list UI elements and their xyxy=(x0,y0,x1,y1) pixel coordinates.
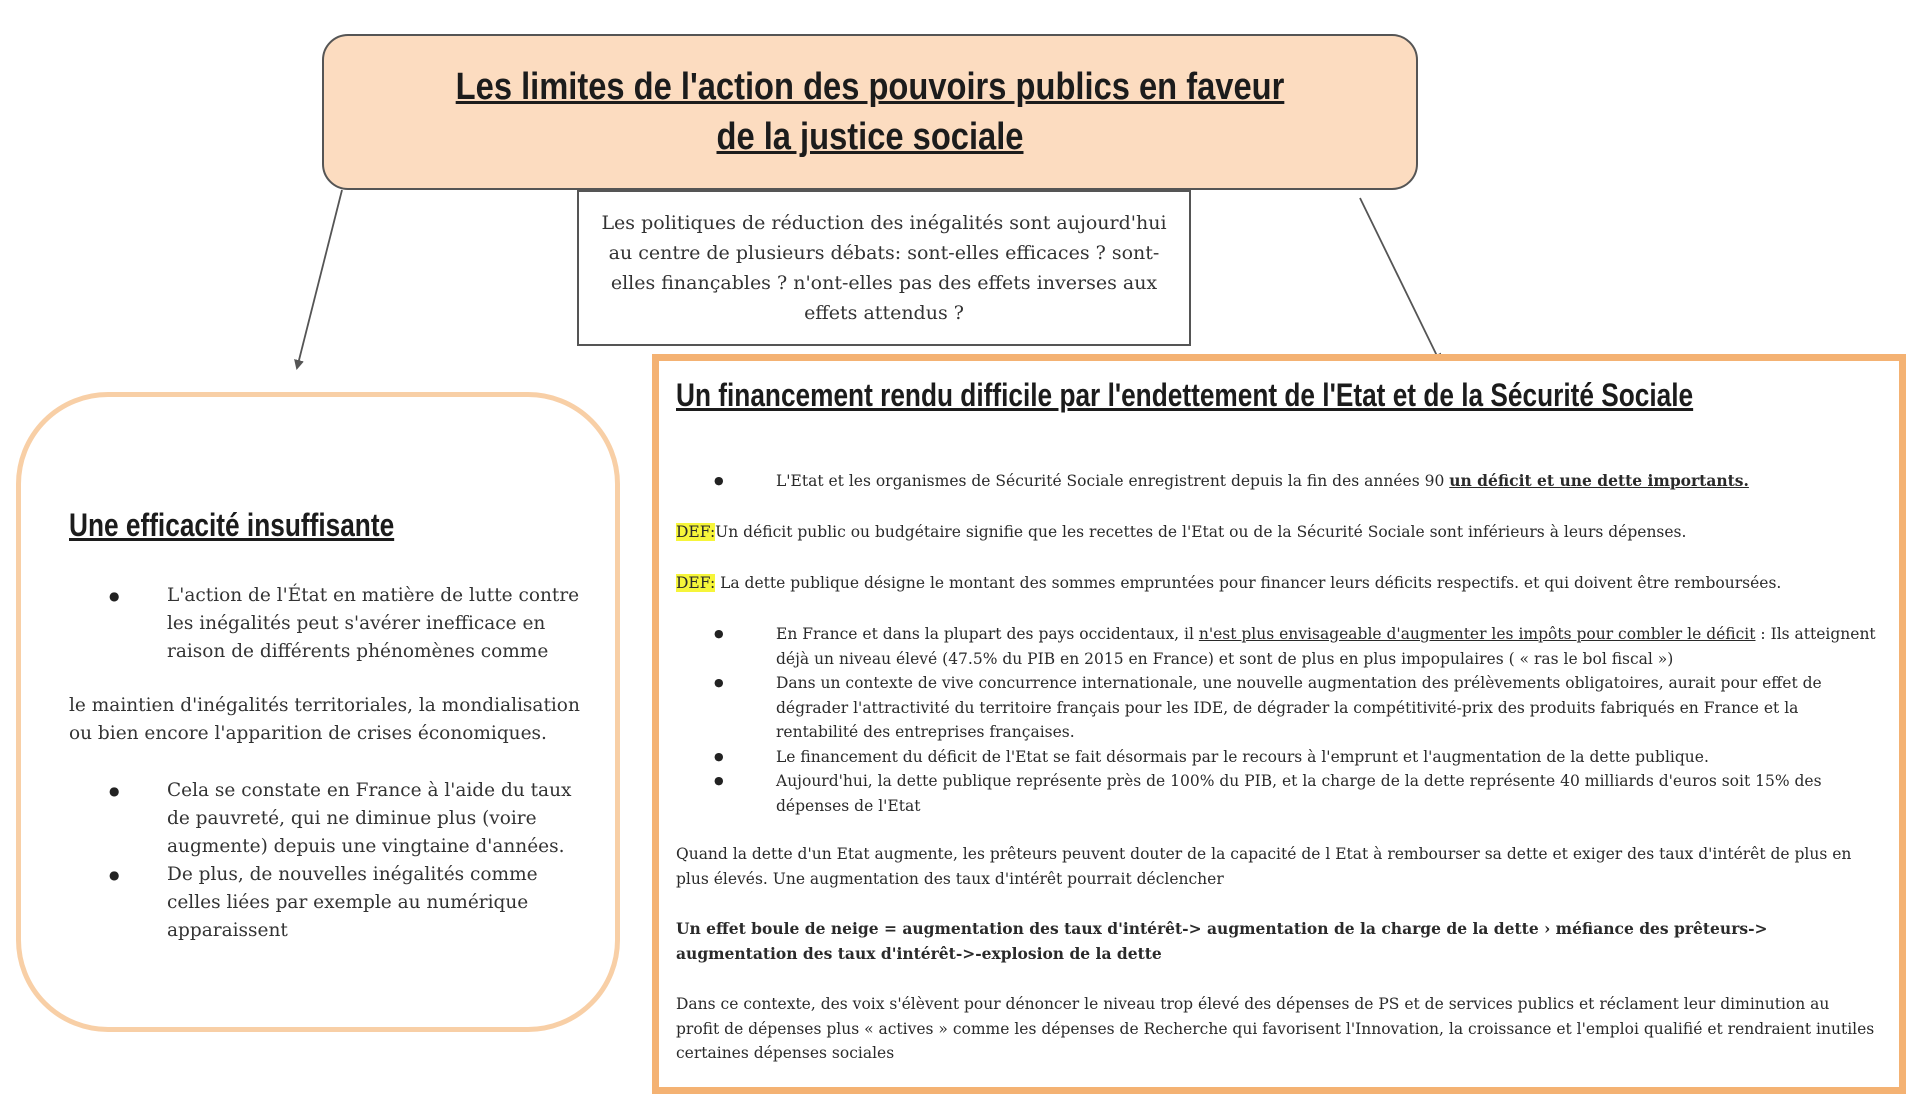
right-bullet-1-text: L'Etat et les organismes de Sécurité Sociale enregistrent depuis la fin des années 90 xyxy=(776,472,1450,490)
right-bullet-2-post: : Ils atteignent déjà un niveau élevé (47.5% du PIB en 2015 en France) et sont de plus en plus impopulaires ( « ras le bol fiscal ») xyxy=(776,625,1876,668)
right-heading: Un financement rendu difficile par l'endettement de l'Etat et de la Sécurité Sociale xyxy=(676,377,1694,413)
right-bullet-1 xyxy=(676,469,1876,494)
arrow-to-left-box xyxy=(297,190,342,368)
left-bullet-1: ● L'action de l'État en matière de lutte contre les inégalités peut s'avérer inefficace en raison de différents phénomènes comme xyxy=(71,582,591,666)
right-list-2 xyxy=(676,622,1876,818)
intro-box xyxy=(577,190,1191,346)
intro-text: Les politiques de réduction des inégalités sont aujourd'hui au centre de plusieurs débats: sont-elles efficaces ? sont-elles finançables ? n'ont-elles pas des effets inverses aux effets attendus ? xyxy=(601,212,1167,324)
title-box xyxy=(322,34,1418,190)
def-dette-text: La dette publique désigne le montant des sommes empruntées pour financer leurs déficits respectifs. et qui doivent être remboursées. xyxy=(715,574,1782,592)
arrow-to-right-box xyxy=(1360,198,1440,362)
right-bullet-2 xyxy=(676,622,1876,671)
right-list-1 xyxy=(676,469,1876,494)
def-label-2: DEF: xyxy=(676,574,716,592)
page-title: Les limites de l'action des pouvoirs publics en faveur de la justice sociale xyxy=(455,66,1285,158)
left-box-efficacite xyxy=(16,392,620,1032)
def-deficit xyxy=(676,520,1876,545)
right-paragraph-3: Dans ce contexte, des voix s'élèvent pour dénoncer le niveau trop élevé des dépenses de PS et de services publics et réclament leur diminution au profit de dépenses plus « actives » comme les dépenses de Recherche qui favorisent l'Innovation, la croissance et l'emploi qualifié et rendraient inutiles certaines dépenses sociales xyxy=(676,995,1875,1062)
right-paragraph-snowball: Un effet boule de neige = augmentation des taux d'intérêt-> augmentation de la charge de la dette › méfiance des prêteurs-> augmentation des taux d'intérêt->-explosion de la dette xyxy=(676,919,1768,963)
right-bullet-4: ● Le financement du déficit de l'Etat se fait désormais par le recours à l'emprunt et l'augmentation de la dette publique. xyxy=(676,745,1876,770)
right-bullet-1-emphasis: un déficit et une dette importants. xyxy=(1449,471,1749,490)
right-box-financement xyxy=(652,354,1906,1094)
def-deficit-text: Un déficit public ou budgétaire signifie que les recettes de l'Etat ou de la Sécurité Sociale sont inférieurs à leurs dépenses. xyxy=(715,523,1687,541)
right-bullet-5: ● Aujourd'hui, la dette publique représente près de 100% du PIB, et la charge de la dette représente 40 milliards d'euros soit 15% des dépenses de l'Etat xyxy=(676,769,1876,818)
def-label-1: DEF: xyxy=(676,523,716,541)
left-list-2 xyxy=(71,777,591,945)
left-heading: Une efficacité insuffisante xyxy=(69,507,395,543)
right-bullet-2-pre: En France et dans la plupart des pays occidentaux, il xyxy=(776,625,1199,643)
left-list-1 xyxy=(71,582,591,666)
right-bullet-2-underlined: n'est plus envisageable d'augmenter les impôts pour combler le déficit xyxy=(1198,625,1756,643)
def-dette xyxy=(676,571,1876,596)
left-paragraph: le maintien d'inégalités territoriales, la mondialisation ou bien encore l'apparition de crises économiques. xyxy=(69,695,580,744)
left-bullet-3: ● De plus, de nouvelles inégalités comme celles liées par exemple au numérique apparaissent xyxy=(71,861,591,945)
left-bullet-2: ● Cela se constate en France à l'aide du taux de pauvreté, qui ne diminue plus (voire augmente) depuis une vingtaine d'années. xyxy=(71,777,591,861)
right-bullet-3: ● Dans un contexte de vive concurrence internationale, une nouvelle augmentation des prélèvements obligatoires, aurait pour effet de dégrader l'attractivité du territoire français pour les IDE, de dégrader la compétitivité-prix des produits fabriqués en France et la rentabilité des entreprises françaises. xyxy=(676,671,1876,745)
right-paragraph-1: Quand la dette d'un Etat augmente, les prêteurs peuvent douter de la capacité de l Etat à rembourser sa dette et exiger des taux d'intérêt de plus en plus élevés. Une augmentation des taux d'intérêt pourrait déclencher xyxy=(676,845,1852,888)
